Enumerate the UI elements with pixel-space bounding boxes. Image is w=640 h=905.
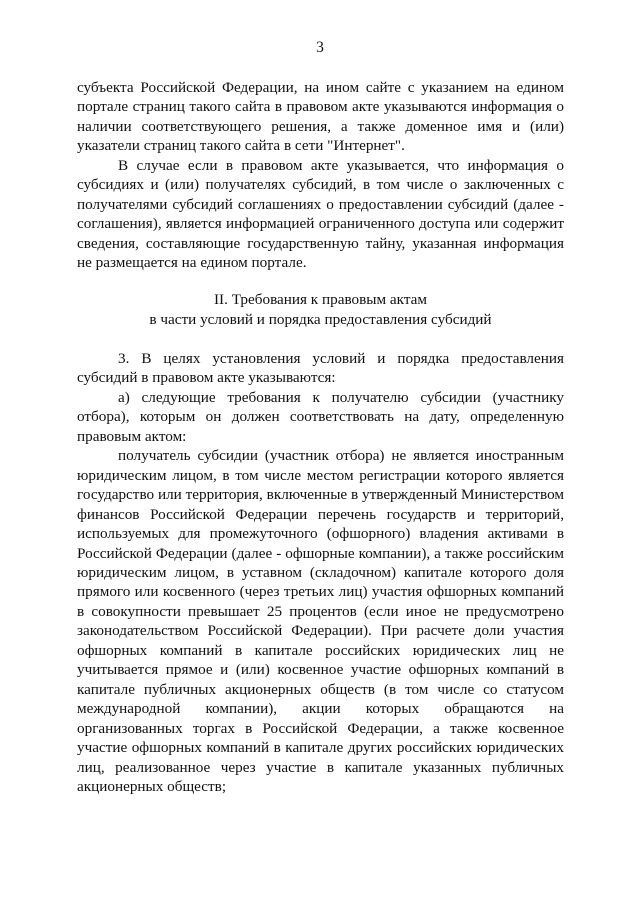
paragraph-item-3: 3. В целях установления условий и порядка предоставления субсидий в правовом акте указываются: xyxy=(77,350,564,387)
section-heading xyxy=(77,290,564,329)
section-heading-line2: в части условий и порядка предоставления субсидий xyxy=(149,310,492,328)
paragraph-offshore-requirement: получатель субсидии (участник отбора) не является иностранным юридическим лицом, в том числе местом регистрации которого является государство или территория, включенные в утвержденный Министерством финансов Российской Федерации перечень государств и территорий, используемых для промежуточного (офшорного) владения активами в Российской Федерации (далее - офшорные компании), а также российским юридическим лицом, в уставном (складочном) капитале которого доля прямого или косвенного (через третьих лиц) участия офшорных компаний в совокупности превышает 25 процентов (если иное не предусмотрено законодательством Российской Федерации). При расчете доли участия офшорных компаний в капитале российских юридических лиц не учитывается прямое и (или) косвенное участие офшорных компаний в капитале публичных акционерных обществ (в том числе со статусом международной компании), акции которых обращаются на организованных торгах в Российской Федерации, а также косвенное участие офшорных компаний в капитале других российских юридических лиц, реализованное через участие в капитале указанных публичных акционерных обществ; xyxy=(77,447,564,795)
paragraph-portal-info: субъекта Российской Федерации, на ином сайте с указанием на едином портале страниц такого сайта в правовом акте указываются информация о наличии соответствующего решения, а также доменное имя и (или) указатели страниц такого сайта в сети "Интернет". xyxy=(77,79,564,155)
paragraph-subitem-a: а) следующие требования к получателю субсидии (участнику отбора), которым он должен соответствовать на дату, определенную правовым актом: xyxy=(77,388,564,445)
section-heading-line1: II. Требования к правовым актам xyxy=(214,291,427,308)
paragraph-restricted-info: В случае если в правовом акте указывается, что информация о субсидиях и (или) получателях субсидий, в том числе о заключенных с получателями субсидий соглашениях о предоставлении субсидий (далее - соглашения), является информацией ограниченного доступа или содержит сведения, составляющие государственную тайну, указанная информация не размещается на едином портале. xyxy=(77,156,564,272)
requirements-text-block xyxy=(77,349,564,796)
intro-text-block xyxy=(77,78,564,273)
page-number: 3 xyxy=(316,39,324,56)
